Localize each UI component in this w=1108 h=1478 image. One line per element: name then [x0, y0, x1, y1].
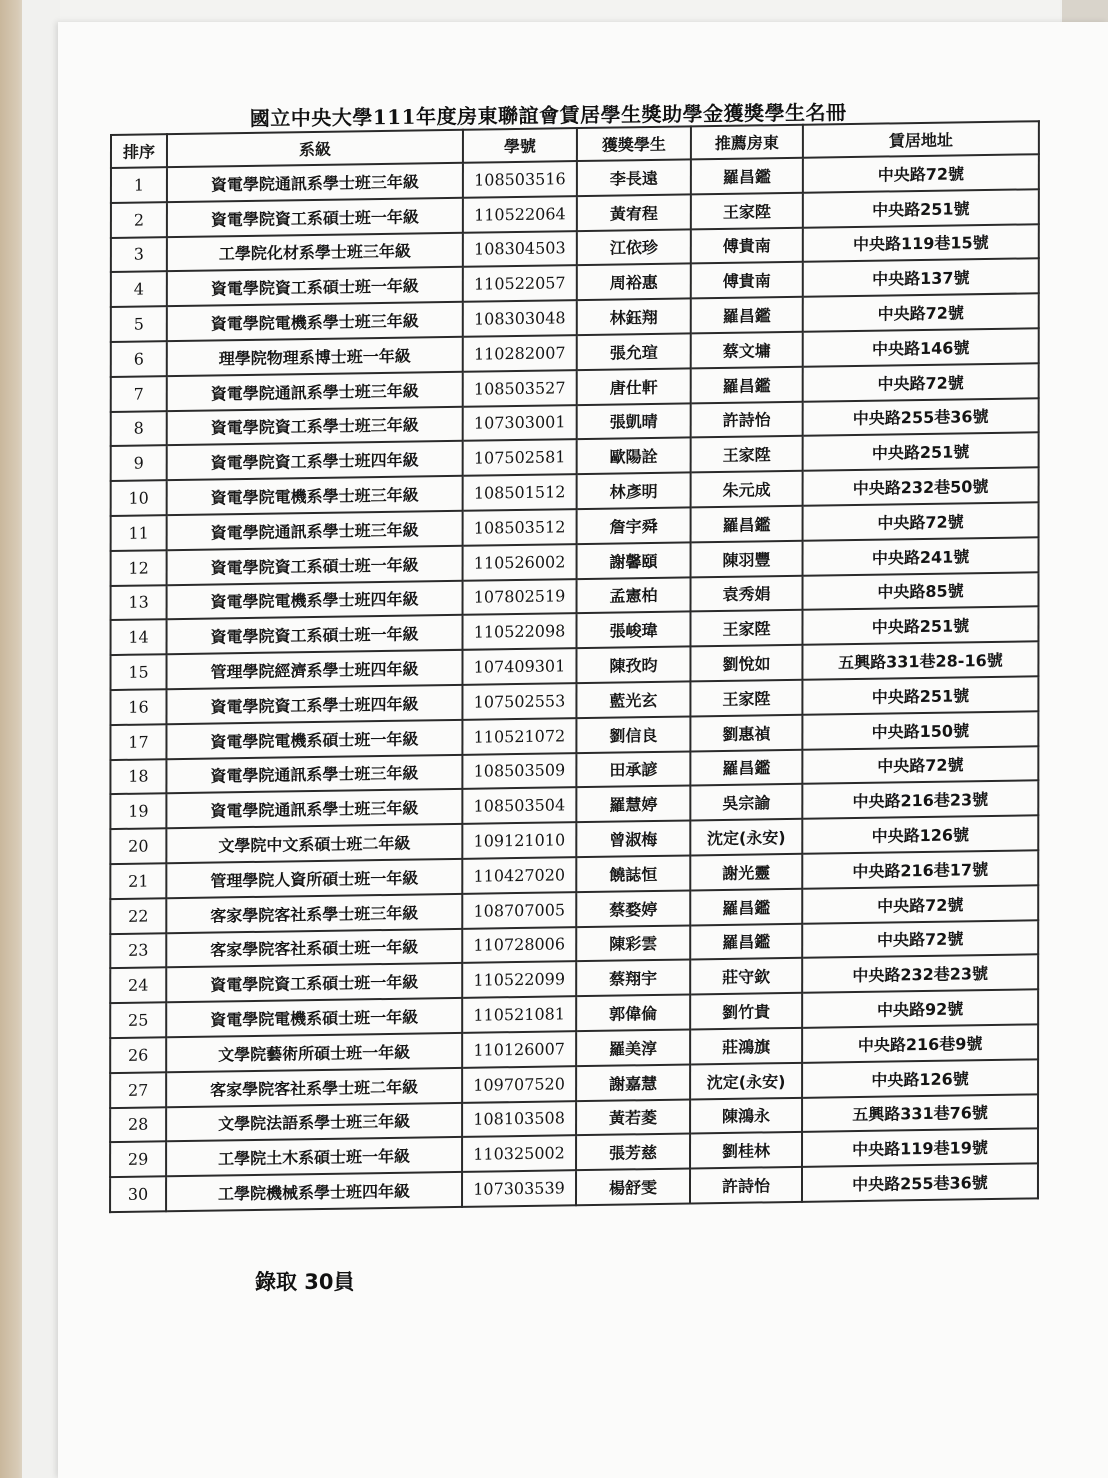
- row-student-id: 108503512: [463, 509, 577, 545]
- row-address: 中央路216巷9號: [802, 1024, 1038, 1062]
- row-department: 資電學院資工系碩士班一年級: [167, 198, 463, 237]
- row-student-name: 黃宥程: [577, 194, 691, 230]
- row-department: 資電學院通訊系學士班三年級: [166, 789, 462, 828]
- row-rank: 20: [110, 828, 166, 864]
- row-rank: 17: [110, 724, 166, 760]
- row-address: 中央路126號: [802, 815, 1038, 853]
- row-student-name: 李長遠: [577, 159, 691, 195]
- row-rank: 10: [111, 480, 167, 516]
- header-landlord: 推薦房東: [691, 125, 803, 160]
- row-landlord: 王家陞: [690, 680, 802, 716]
- row-landlord: 羅昌鑑: [691, 158, 803, 194]
- row-department: 客家學院客社系碩士班一年級: [166, 928, 462, 967]
- row-landlord: 沈定(永安): [690, 1063, 802, 1099]
- row-landlord: 蔡文墉: [691, 332, 803, 368]
- row-student-name: 陳彩雲: [576, 925, 690, 961]
- row-student-name: 唐仕軒: [577, 368, 691, 404]
- row-rank: 11: [111, 515, 167, 551]
- row-address: 中央路72號: [802, 885, 1038, 923]
- row-address: 中央路72號: [802, 920, 1038, 958]
- row-department: 資電學院通訊系學士班三年級: [167, 163, 463, 202]
- row-student-id: 110521081: [462, 996, 576, 1032]
- row-rank: 15: [111, 654, 167, 690]
- row-department: 工學院化材系學士班三年級: [167, 232, 463, 271]
- row-department: 文學院藝術所碩士班一年級: [166, 1033, 462, 1072]
- row-rank: 26: [110, 1037, 166, 1073]
- row-student-id: 108503527: [463, 370, 577, 406]
- row-address: 中央路72號: [802, 746, 1038, 784]
- admitted-count: 錄取 30員: [255, 1270, 355, 1294]
- row-department: 資電學院電機系學士班三年級: [167, 302, 463, 341]
- row-rank: 29: [110, 1142, 166, 1178]
- row-department: 資電學院通訊系學士班三年級: [167, 372, 463, 411]
- row-department: 資電學院資工系碩士班一年級: [167, 546, 463, 585]
- row-student-id: 107303539: [462, 1170, 576, 1206]
- row-department: 資電學院資工系學士班四年級: [166, 685, 462, 724]
- row-address: 中央路126號: [802, 1059, 1038, 1097]
- row-student-id: 110522064: [463, 196, 577, 232]
- row-student-name: 藍光玄: [576, 681, 690, 717]
- header-student-id: 學號: [463, 128, 577, 163]
- row-student-id: 110427020: [462, 857, 576, 893]
- row-student-name: 張凱晴: [577, 403, 691, 439]
- row-landlord: 莊鴻旗: [690, 1028, 802, 1064]
- row-rank: 28: [110, 1107, 166, 1143]
- row-student-name: 黃若菱: [576, 1099, 690, 1135]
- row-address: 中央路216巷17號: [802, 850, 1038, 888]
- row-address: 中央路72號: [803, 363, 1039, 401]
- row-rank: 25: [110, 1002, 166, 1038]
- row-landlord: 莊守欽: [690, 958, 802, 994]
- row-department: 資電學院通訊系學士班三年級: [167, 511, 463, 550]
- row-rank: 30: [110, 1176, 166, 1212]
- row-student-id: 110526002: [463, 544, 577, 580]
- row-landlord: 劉悅如: [690, 645, 802, 681]
- row-landlord: 傅貴南: [691, 262, 803, 298]
- row-student-name: 林彥明: [577, 473, 691, 509]
- row-department: 文學院法語系學士班三年級: [166, 1102, 462, 1141]
- row-student-id: 107502581: [463, 439, 577, 475]
- row-student-id: 108503504: [462, 787, 576, 823]
- row-department: 資電學院通訊系學士班三年級: [166, 754, 462, 793]
- row-address: 中央路119巷15號: [803, 224, 1039, 262]
- row-student-id: 110521072: [462, 718, 576, 754]
- roster-body: [110, 154, 1039, 1212]
- row-student-id: 110522099: [462, 962, 576, 998]
- roster-table-container: [109, 120, 1040, 1213]
- row-landlord: 王家陞: [690, 610, 802, 646]
- row-landlord: 陳鴻永: [690, 1097, 802, 1133]
- row-rank: 24: [110, 968, 166, 1004]
- row-rank: 23: [110, 933, 166, 969]
- row-rank: 22: [110, 898, 166, 934]
- row-student-name: 張芳慈: [576, 1134, 690, 1170]
- row-address: 五興路331巷28-16號: [802, 641, 1038, 679]
- row-landlord: 劉桂林: [690, 1132, 802, 1168]
- row-student-id: 110325002: [462, 1136, 576, 1172]
- row-student-id: 107502553: [462, 683, 576, 719]
- row-student-id: 108501512: [463, 474, 577, 510]
- row-address: 中央路92號: [802, 989, 1038, 1027]
- row-student-id: 107303001: [463, 405, 577, 441]
- row-department: 工學院土木系碩士班一年級: [166, 1137, 462, 1176]
- row-landlord: 羅昌鑑: [691, 367, 803, 403]
- row-department: 資電學院資工系碩士班一年級: [167, 267, 463, 306]
- row-department: 資電學院資工系碩士班一年級: [166, 963, 462, 1002]
- row-address: 中央路146號: [803, 328, 1039, 366]
- row-student-name: 詹宇舜: [577, 507, 691, 543]
- row-student-name: 曾淑梅: [576, 821, 690, 857]
- row-rank: 3: [111, 237, 167, 273]
- row-student-id: 107802519: [463, 579, 577, 615]
- row-rank: 7: [111, 376, 167, 412]
- row-landlord: 許詩怡: [690, 1167, 802, 1203]
- row-address: 中央路150號: [802, 711, 1038, 749]
- row-department: 理學院物理系博士班一年級: [167, 337, 463, 376]
- row-rank: 27: [110, 1072, 166, 1108]
- row-student-id: 108707005: [462, 892, 576, 928]
- row-department: 資電學院電機系碩士班一年級: [166, 720, 462, 759]
- row-student-id: 110728006: [462, 927, 576, 963]
- row-landlord: 謝光靈: [690, 854, 802, 890]
- row-landlord: 王家陞: [691, 193, 803, 229]
- row-landlord: 羅昌鑑: [691, 506, 803, 542]
- row-landlord: 吳宗諭: [690, 784, 802, 820]
- row-address: 中央路72號: [803, 293, 1039, 331]
- row-landlord: 沈定(永安): [690, 819, 802, 855]
- row-rank: 12: [111, 550, 167, 586]
- row-student-id: 110282007: [463, 335, 577, 371]
- row-rank: 2: [111, 202, 167, 238]
- row-landlord: 傅貴南: [691, 227, 803, 263]
- row-landlord: 羅昌鑑: [690, 923, 802, 959]
- row-student-id: 110522057: [463, 265, 577, 301]
- row-student-name: 羅慧婷: [576, 786, 690, 822]
- row-department: 管理學院人資所碩士班一年級: [166, 859, 462, 898]
- row-department: 管理學院經濟系學士班四年級: [167, 650, 463, 689]
- row-department: 資電學院電機系學士班三年級: [167, 476, 463, 515]
- row-department: 文學院中文系碩士班二年級: [166, 824, 462, 863]
- row-rank: 8: [111, 411, 167, 447]
- row-student-name: 張允瑄: [577, 333, 691, 369]
- row-landlord: 許詩怡: [691, 401, 803, 437]
- row-student-name: 林鈺翔: [577, 299, 691, 335]
- row-rank: 9: [111, 446, 167, 482]
- row-department: 工學院機械系學士班四年級: [166, 1172, 462, 1211]
- row-rank: 1: [111, 167, 167, 203]
- row-student-name: 羅美淳: [576, 1029, 690, 1065]
- row-address: 中央路72號: [803, 502, 1039, 540]
- row-department: 資電學院電機系碩士班一年級: [166, 998, 462, 1037]
- row-landlord: 劉惠禎: [690, 715, 802, 751]
- row-student-name: 蔡翔宇: [576, 960, 690, 996]
- row-address: 中央路137號: [803, 259, 1039, 297]
- row-address: 中央路72號: [803, 154, 1039, 192]
- row-landlord: 羅昌鑑: [691, 297, 803, 333]
- header-department: 系級: [167, 130, 463, 167]
- row-address: 中央路85號: [802, 572, 1038, 610]
- row-address: 中央路251號: [802, 607, 1038, 645]
- row-landlord: 王家陞: [691, 436, 803, 472]
- row-rank: 4: [111, 272, 167, 308]
- row-address: 中央路119巷19號: [802, 1129, 1038, 1167]
- row-student-name: 田承諺: [576, 751, 690, 787]
- row-landlord: 陳羽豐: [691, 541, 803, 577]
- row-student-name: 饒誌恒: [576, 855, 690, 891]
- row-rank: 14: [111, 620, 167, 656]
- row-student-id: 108304503: [463, 231, 577, 267]
- row-department: 資電學院資工系學士班三年級: [167, 406, 463, 445]
- row-student-id: 109121010: [462, 822, 576, 858]
- row-student-name: 張峻瑋: [576, 612, 690, 648]
- row-rank: 18: [110, 759, 166, 795]
- document-title: 國立中央大學111年度房東聯誼會賃居學生獎助學金獲獎學生名冊: [249, 100, 847, 131]
- row-address: 中央路251號: [803, 433, 1039, 471]
- row-department: 資電學院電機系學士班四年級: [167, 580, 463, 619]
- row-landlord: 羅昌鑑: [690, 889, 802, 925]
- row-student-name: 歐陽詮: [577, 438, 691, 474]
- row-rank: 21: [110, 863, 166, 899]
- row-address: 中央路255巷36號: [802, 1163, 1038, 1201]
- row-student-id: 108103508: [462, 1101, 576, 1137]
- row-address: 中央路232巷23號: [802, 955, 1038, 993]
- header-student-name: 獲獎學生: [577, 126, 691, 161]
- row-address: 五興路331巷76號: [802, 1094, 1038, 1132]
- row-rank: 5: [111, 306, 167, 342]
- row-address: 中央路251號: [803, 189, 1039, 227]
- row-address: 中央路216巷23號: [802, 781, 1038, 819]
- row-student-id: 108503516: [463, 161, 577, 197]
- row-rank: 13: [111, 585, 167, 621]
- row-landlord: 羅昌鑑: [690, 749, 802, 785]
- row-department: 資電學院資工系學士班四年級: [167, 441, 463, 480]
- row-student-id: 108303048: [463, 300, 577, 336]
- row-address: 中央路232巷50號: [803, 467, 1039, 505]
- row-student-name: 楊舒雯: [576, 1169, 690, 1205]
- row-student-id: 110126007: [462, 1031, 576, 1067]
- row-student-name: 謝嘉慧: [576, 1064, 690, 1100]
- row-rank: 19: [110, 794, 166, 830]
- row-student-id: 108503509: [462, 753, 576, 789]
- row-address: 中央路241號: [803, 537, 1039, 575]
- row-student-id: 110522098: [463, 613, 577, 649]
- row-landlord: 劉竹貴: [690, 993, 802, 1029]
- row-address: 中央路251號: [802, 676, 1038, 714]
- row-rank: 16: [110, 689, 166, 725]
- row-student-id: 109707520: [462, 1066, 576, 1102]
- row-student-name: 陳孜昀: [576, 647, 690, 683]
- row-student-name: 劉信良: [576, 716, 690, 752]
- row-address: 中央路255巷36號: [803, 398, 1039, 436]
- row-rank: 6: [111, 341, 167, 377]
- row-student-name: 蔡婺婷: [576, 890, 690, 926]
- header-rank: 排序: [111, 134, 167, 168]
- header-address: 賃居地址: [803, 121, 1039, 158]
- row-landlord: 朱元成: [691, 471, 803, 507]
- row-department: 客家學院客社系學士班三年級: [166, 894, 462, 933]
- row-department: 資電學院資工系碩士班一年級: [167, 615, 463, 654]
- roster-table: [109, 120, 1040, 1213]
- row-student-id: 107409301: [462, 648, 576, 684]
- row-department: 客家學院客社系學士班二年級: [166, 1068, 462, 1107]
- row-landlord: 袁秀娟: [691, 575, 803, 611]
- row-student-name: 江依珍: [577, 229, 691, 265]
- row-student-name: 周裕惠: [577, 264, 691, 300]
- row-student-name: 謝馨頤: [577, 542, 691, 578]
- row-student-name: 郭偉倫: [576, 995, 690, 1031]
- row-student-name: 孟憲柏: [577, 577, 691, 613]
